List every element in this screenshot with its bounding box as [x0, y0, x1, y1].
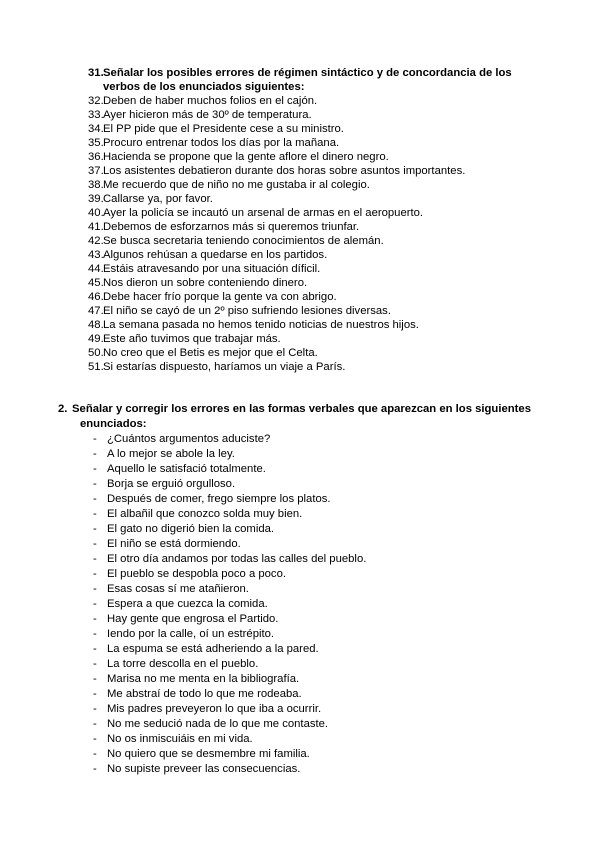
list-item	[88, 262, 512, 276]
list-item	[88, 108, 512, 122]
bullet-text: ¿Cuántos argumentos aduciste?	[107, 433, 271, 445]
bullet-text: El albañil que conozco solda muy bien.	[107, 508, 303, 520]
bullet-dash: -	[93, 553, 97, 565]
bullet-dash: -	[93, 448, 97, 460]
list-item	[88, 248, 512, 262]
item-number: 49.	[88, 333, 104, 345]
list-item	[88, 178, 512, 192]
item-number: 50.	[88, 347, 104, 359]
section-2-heading-line1	[58, 402, 531, 417]
list-item	[88, 346, 512, 360]
item-text: El niño se cayó de un 2º piso sufriendo lesiones diversas.	[103, 305, 391, 317]
bullet-dash: -	[93, 643, 97, 655]
item-text: Ayer hicieron más de 30º de temperatura.	[103, 109, 312, 121]
list-item	[58, 492, 531, 507]
section-exercise-2	[58, 402, 531, 777]
item-number: 38.	[88, 179, 104, 191]
item-number: 40.	[88, 207, 104, 219]
item-number: 34.	[88, 123, 104, 135]
bullet-text: Borja se erguió orgulloso.	[107, 478, 236, 490]
item-text: La semana pasada no hemos tenido noticias de nuestros hijos.	[103, 319, 419, 331]
item-text: Estáis atravesando por una situación díficil.	[103, 263, 321, 275]
list-item	[88, 150, 512, 164]
list-item	[88, 206, 512, 220]
list-item	[58, 597, 531, 612]
list-item	[58, 687, 531, 702]
bullet-text: El pueblo se despobla poco a poco.	[107, 568, 287, 580]
list-item	[88, 290, 512, 304]
bullet-text: A lo mejor se abole la ley.	[107, 448, 235, 460]
item-text: Los asistentes debatieron durante dos horas sobre asuntos importantes.	[103, 165, 466, 177]
section-31-heading-line2: verbos de los enunciados siguientes:	[103, 81, 305, 93]
item-text: Deben de haber muchos folios en el cajón.	[103, 95, 318, 107]
bullet-dash: -	[93, 523, 97, 535]
item-text: Callarse ya, por favor.	[103, 193, 213, 205]
item-number: 39.	[88, 193, 104, 205]
list-item	[58, 762, 531, 777]
list-item	[58, 717, 531, 732]
list-item	[88, 332, 512, 346]
bullet-dash: -	[93, 748, 97, 760]
bullet-dash: -	[93, 628, 97, 640]
list-item	[88, 164, 512, 178]
bullet-dash: -	[93, 763, 97, 775]
list-item	[58, 567, 531, 582]
list-item	[58, 702, 531, 717]
section-31-heading-line1	[88, 66, 512, 80]
item-text: Se busca secretaria teniendo conocimientos de alemán.	[103, 235, 384, 247]
item-number: 48.	[88, 319, 104, 331]
bullet-dash: -	[93, 718, 97, 730]
bullet-text: Después de comer, frego siempre los platos.	[107, 493, 331, 505]
section-31-heading-text: Señalar los posibles errores de régimen sintáctico y de concordancia de los	[103, 67, 512, 79]
list-item	[58, 657, 531, 672]
bullet-dash: -	[93, 703, 97, 715]
list-item	[58, 462, 531, 477]
item-number: 45.	[88, 277, 104, 289]
item-text: Procuro entrenar todos los días por la mañana.	[103, 137, 340, 149]
bullet-dash: -	[93, 508, 97, 520]
item-text: Ayer la policía se incautó un arsenal de armas en el aeropuerto.	[103, 207, 424, 219]
bullet-dash: -	[93, 658, 97, 670]
bullet-dash: -	[93, 583, 97, 595]
bullet-text: Hay gente que engrosa el Partido.	[107, 613, 279, 625]
list-item	[58, 747, 531, 762]
item-text: El PP pide que el Presidente cese a su ministro.	[103, 123, 344, 135]
list-item	[88, 122, 512, 136]
bullet-text: El otro día andamos por todas las calles del pueblo.	[107, 553, 367, 565]
bullet-text: El gato no digerió bien la comida.	[107, 523, 275, 535]
item-number: 47.	[88, 305, 104, 317]
bullet-text: Aquello le satisfació totalmente.	[107, 463, 266, 475]
item-text: Este año tuvimos que trabajar más.	[103, 333, 281, 345]
item-number: 36.	[88, 151, 104, 163]
item-text: No creo que el Betis es mejor que el Celta.	[103, 347, 318, 359]
item-text: Debemos de esforzarnos más si queremos triunfar.	[103, 221, 360, 233]
item-number: 42.	[88, 235, 104, 247]
item-text: Me recuerdo que de niño no me gustaba ir al colegio.	[103, 179, 370, 191]
bullet-text: Esas cosas sí me atañieron.	[107, 583, 249, 595]
item-number: 43.	[88, 249, 104, 261]
section-2-heading-text: Señalar y corregir los errores en las formas verbales que aparezcan en los siguientes	[72, 403, 531, 415]
section-2-heading-line2: enunciados:	[80, 418, 147, 430]
list-item	[88, 136, 512, 150]
list-item	[58, 537, 531, 552]
list-item	[58, 732, 531, 747]
list-item	[88, 192, 512, 206]
list-item	[58, 447, 531, 462]
list-item	[88, 304, 512, 318]
list-item	[58, 642, 531, 657]
bullet-text: Espera a que cuezca la comida.	[107, 598, 268, 610]
bullet-dash: -	[93, 538, 97, 550]
bullet-text: No os inmiscuiáis en mi vida.	[107, 733, 253, 745]
bullet-text: Marisa no me menta en la bibliografía.	[107, 673, 300, 685]
item-text: Debe hacer frío porque la gente va con abrigo.	[103, 291, 337, 303]
list-item	[58, 522, 531, 537]
item-number: 46.	[88, 291, 104, 303]
bullet-text: No me sedució nada de lo que me contaste.	[107, 718, 329, 730]
bullet-text: Mis padres preveyeron lo que iba a ocurrir.	[107, 703, 322, 715]
bullet-text: Iendo por la calle, oí un estrépito.	[107, 628, 275, 640]
bullet-dash: -	[93, 568, 97, 580]
bullet-dash: -	[93, 433, 97, 445]
list-item	[58, 552, 531, 567]
bullet-text: La espuma se está adheriendo a la pared.	[107, 643, 319, 655]
bullet-text: El niño se está dormiendo.	[107, 538, 241, 550]
list-item	[88, 220, 512, 234]
list-item	[88, 234, 512, 248]
list-item	[88, 276, 512, 290]
list-item	[58, 627, 531, 642]
list-item	[58, 672, 531, 687]
list-item	[88, 94, 512, 108]
item-number: 41.	[88, 221, 104, 233]
item-text: Algunos rehúsan a quedarse en los partidos.	[103, 249, 328, 261]
list-item	[88, 318, 512, 332]
bullet-text: Me abstraí de todo lo que me rodeaba.	[107, 688, 302, 700]
bullet-dash: -	[93, 493, 97, 505]
item-number: 32.	[88, 95, 104, 107]
bullet-dash: -	[93, 733, 97, 745]
item-number: 44.	[88, 263, 104, 275]
section-31-number: 31.	[88, 67, 104, 79]
list-item	[58, 477, 531, 492]
bullet-text: No supiste preveer las consecuencias.	[107, 763, 301, 775]
bullet-dash: -	[93, 463, 97, 475]
section-2-number: 2.	[58, 403, 68, 415]
bullet-text: La torre descolla en el pueblo.	[107, 658, 259, 670]
bullet-dash: -	[93, 598, 97, 610]
item-number: 33.	[88, 109, 104, 121]
list-item	[88, 360, 512, 374]
bullet-text: No quiero que se desmembre mi familia.	[107, 748, 310, 760]
bullet-dash: -	[93, 673, 97, 685]
list-item	[58, 612, 531, 627]
item-number: 51.	[88, 361, 104, 373]
bullet-dash: -	[93, 478, 97, 490]
list-item	[58, 582, 531, 597]
bullet-dash: -	[93, 688, 97, 700]
section-exercise-31	[88, 66, 512, 374]
item-number: 37.	[88, 165, 104, 177]
item-text: Si estarías dispuesto, haríamos un viaje a París.	[103, 361, 346, 373]
list-item	[58, 507, 531, 522]
item-text: Nos dieron un sobre conteniendo dinero.	[103, 277, 308, 289]
item-text: Hacienda se propone que la gente aflore el dinero negro.	[103, 151, 389, 163]
bullet-dash: -	[93, 613, 97, 625]
item-number: 35.	[88, 137, 104, 149]
list-item	[58, 432, 531, 447]
